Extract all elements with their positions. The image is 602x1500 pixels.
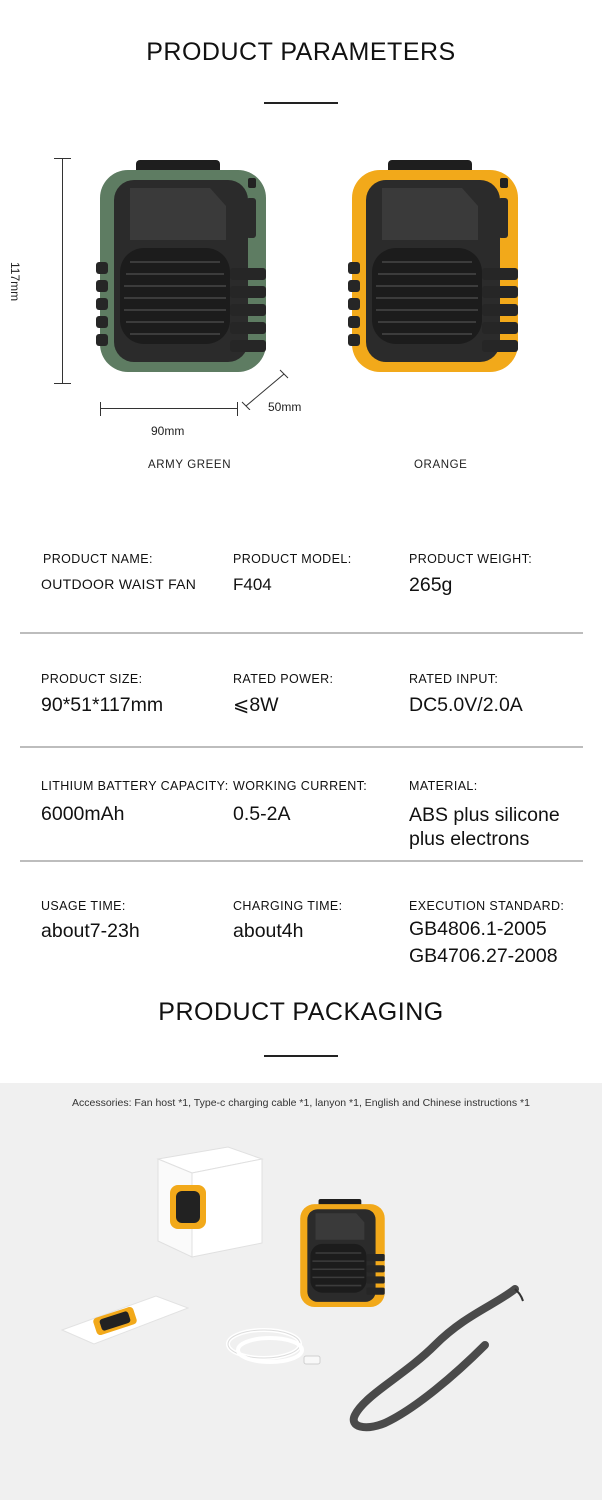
cable-illustration	[220, 1318, 330, 1378]
spec-value-usage-time: about7-23h	[41, 920, 140, 942]
spec-value-battery-capacity: 6000mAh	[41, 803, 125, 825]
lanyard-illustration	[345, 1285, 530, 1435]
height-label: 117mm	[8, 262, 22, 302]
spec-value-working-current: 0.5-2A	[233, 803, 291, 825]
height-dimension	[32, 158, 72, 384]
spec-label-product-size: PRODUCT SIZE:	[41, 672, 143, 686]
color-label-army-green: ARMY GREEN	[148, 459, 232, 471]
spec-divider	[20, 860, 583, 862]
spec-label-product-weight: PRODUCT WEIGHT:	[409, 552, 533, 566]
package-box-illustration	[150, 1145, 275, 1270]
spec-value-material-line2: plus electrons	[409, 828, 530, 850]
depth-label: 50mm	[268, 400, 302, 414]
spec-value-product-model: F404	[233, 575, 272, 594]
spec-value-standard-line2: GB4706.27-2008	[409, 945, 558, 967]
spec-label-rated-power: RATED POWER:	[233, 672, 334, 686]
spec-value-product-name: OUTDOOR WAIST FAN	[41, 576, 197, 592]
packaging-title: PRODUCT PACKAGING	[158, 998, 444, 1026]
spec-value-rated-power: ⩽8W	[233, 694, 279, 716]
spec-value-rated-input: DC5.0V/2.0A	[409, 694, 523, 716]
spec-label-rated-input: RATED INPUT:	[409, 672, 499, 686]
spec-value-charging-time: about4h	[233, 920, 304, 942]
spec-label-usage-time: USAGE TIME:	[41, 899, 126, 913]
spec-value-product-weight: 265g	[409, 574, 453, 596]
parameters-title: PRODUCT PARAMETERS	[146, 38, 456, 66]
spec-value-standard-line1: GB4806.1-2005	[409, 918, 547, 940]
parameters-title-rule	[264, 102, 338, 104]
spec-label-product-model: PRODUCT MODEL:	[233, 552, 352, 566]
spec-value-material-line1: ABS plus silicone	[409, 804, 560, 826]
spec-label-charging-time: CHARGING TIME:	[233, 899, 343, 913]
spec-label-execution-standard: EXECUTION STANDARD:	[409, 899, 565, 913]
fan-green-illustration	[96, 158, 276, 378]
spec-value-product-size: 90*51*117mm	[41, 694, 164, 716]
spec-label-product-name: PRODUCT NAME:	[43, 552, 153, 566]
color-label-orange: ORANGE	[414, 459, 468, 471]
width-dimension	[100, 402, 240, 416]
manual-illustration	[60, 1278, 190, 1348]
width-label: 90mm	[151, 424, 185, 438]
spec-label-working-current: WORKING CURRENT:	[233, 779, 368, 793]
fan-orange-illustration	[348, 158, 528, 378]
packaging-title-rule	[264, 1055, 338, 1057]
accessories-text: Accessories: Fan host *1, Type-c charging cable *1, lanyon *1, English and Chinese instructions *1	[72, 1097, 530, 1109]
spec-label-material: MATERIAL:	[409, 779, 478, 793]
spec-divider	[20, 746, 583, 748]
spec-label-battery-capacity: LITHIUM BATTERY CAPACITY:	[41, 779, 229, 793]
spec-divider	[20, 632, 583, 634]
